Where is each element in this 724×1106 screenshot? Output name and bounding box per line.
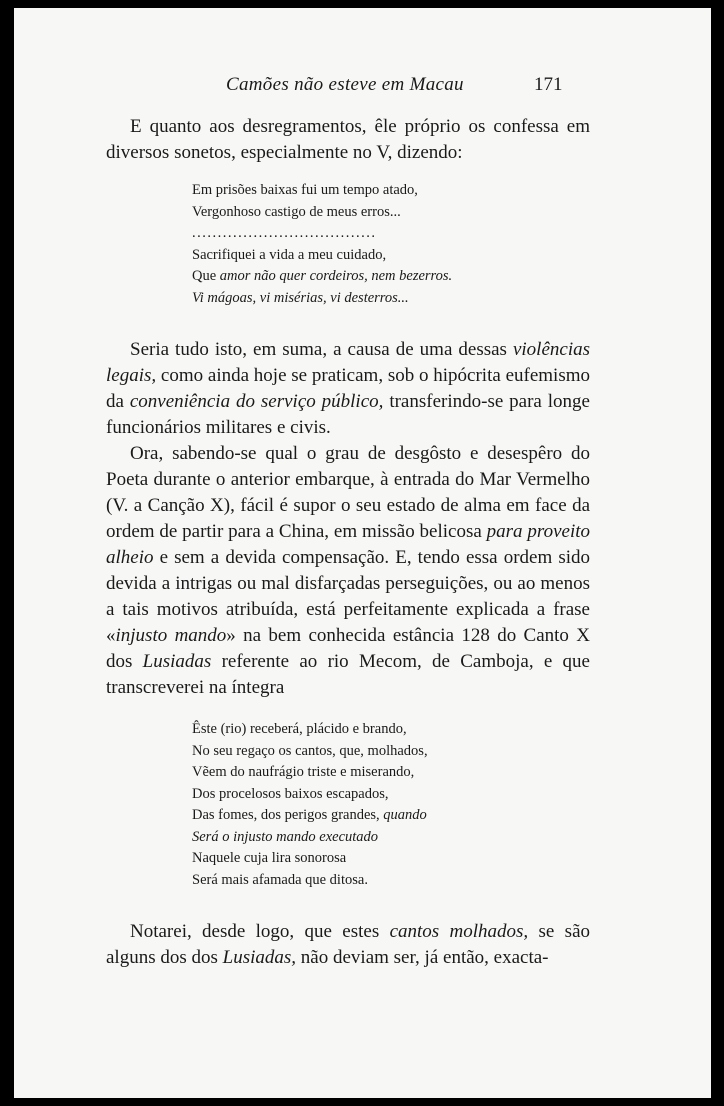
text-run: No seu regaço os cantos, que, molhados, bbox=[192, 742, 428, 759]
page-header bbox=[14, 74, 711, 104]
verse-quote-lusiadas bbox=[192, 719, 590, 891]
verse-line bbox=[192, 870, 590, 892]
running-title: Camões não esteve em Macau bbox=[226, 74, 464, 95]
text-run: Ora, sabendo-se qual o grau de desgôsto e desespêro do Poeta durante o anterior embarque, à entrada do Mar Vermelho (V. a Canção X), fácil é supor o seu estado de alma em face da ordem de partir para a China, em missão belicosa bbox=[106, 443, 590, 542]
verse-line bbox=[192, 762, 590, 784]
paragraph bbox=[106, 441, 590, 701]
italic-text: conveniência do serviço público, bbox=[129, 391, 384, 412]
italic-text: para proveito alheio bbox=[106, 521, 590, 568]
text-run: Seria tudo isto, em suma, a causa de uma dessas bbox=[130, 339, 513, 360]
verse-line bbox=[192, 805, 590, 827]
text-run: E quanto aos desregramentos, êle próprio os confessa em diversos sonetos, especialmente no V, dizendo: bbox=[106, 116, 590, 163]
verse-line bbox=[192, 180, 590, 202]
text-run: Que bbox=[192, 268, 220, 284]
text-run: Das fomes, dos perigos grandes, bbox=[192, 807, 384, 823]
paragraph bbox=[106, 337, 590, 441]
verse-line bbox=[192, 223, 590, 245]
text-run: Sacrifiquei a vida a meu cuidado, bbox=[192, 246, 387, 263]
text-run: Em prisões baixas fui um tempo atado, bbox=[192, 182, 418, 198]
italic-text: quando bbox=[383, 807, 427, 823]
text-run: » na bem conhecida estância 128 do Canto X dos bbox=[106, 625, 590, 672]
verse-quote-sonnet-v bbox=[192, 180, 590, 309]
verse-line bbox=[192, 202, 590, 224]
italic-text: injusto mando bbox=[115, 625, 227, 646]
text-run: como ainda hoje se praticam, sob o hipócrita eufemismo da bbox=[106, 365, 590, 412]
text-run: Êste (rio) receberá, plácido e brando, bbox=[192, 721, 407, 737]
italic-text: Lusiadas, bbox=[222, 947, 297, 968]
text-run: Vergonhoso castigo de meus erros... bbox=[192, 203, 401, 220]
verse-line bbox=[192, 245, 590, 267]
text-run: Naquele cuja lira sonorosa bbox=[192, 850, 347, 866]
verse-line bbox=[192, 741, 590, 763]
italic-text: Lusiadas bbox=[142, 651, 212, 672]
italic-text: violências legais, bbox=[106, 339, 590, 386]
verse-line bbox=[192, 266, 590, 288]
paragraph bbox=[106, 114, 590, 166]
italic-text: amor não quer cordeiros, nem bezerros. bbox=[219, 268, 453, 284]
italic-text: Vi mágoas, vi misérias, vi desterros... bbox=[192, 289, 409, 306]
text-run: Será mais afamada que ditosa. bbox=[192, 871, 368, 888]
verse-line bbox=[192, 784, 590, 806]
page-body bbox=[106, 114, 590, 971]
italic-text: Será o injusto mando executado bbox=[192, 828, 379, 845]
text-run: e sem a devida compensação. E, tendo essa ordem sido devida a intrigas ou mal disfarçadas perseguições, ou ao menos a tais motivos atribuída, está perfeitamente explicada a frase « bbox=[106, 547, 590, 646]
ellipsis-line: .................................... bbox=[192, 225, 377, 241]
text-run: se são alguns dos dos bbox=[106, 921, 591, 968]
text-run: Vẽem do naufrágio triste e miserando, bbox=[192, 764, 415, 780]
verse-line bbox=[192, 719, 590, 741]
page-number: 171 bbox=[534, 74, 563, 95]
verse-line bbox=[192, 848, 590, 870]
italic-text: cantos molhados, bbox=[389, 921, 529, 942]
text-run: transferindo-se para longe funcionários militares e civis. bbox=[106, 391, 590, 438]
verse-line bbox=[192, 827, 590, 849]
text-run: Notarei, desde logo, que estes bbox=[130, 921, 390, 942]
verse-line bbox=[192, 288, 590, 310]
text-run: não deviam ser, já então, exacta- bbox=[296, 947, 549, 968]
text-run: referente ao rio Mecom, de Camboja, e que transcreverei na íntegra bbox=[106, 651, 590, 698]
text-run: Dos procelosos baixos escapados, bbox=[192, 785, 389, 802]
book-page bbox=[14, 8, 711, 1098]
paragraph bbox=[106, 919, 590, 971]
